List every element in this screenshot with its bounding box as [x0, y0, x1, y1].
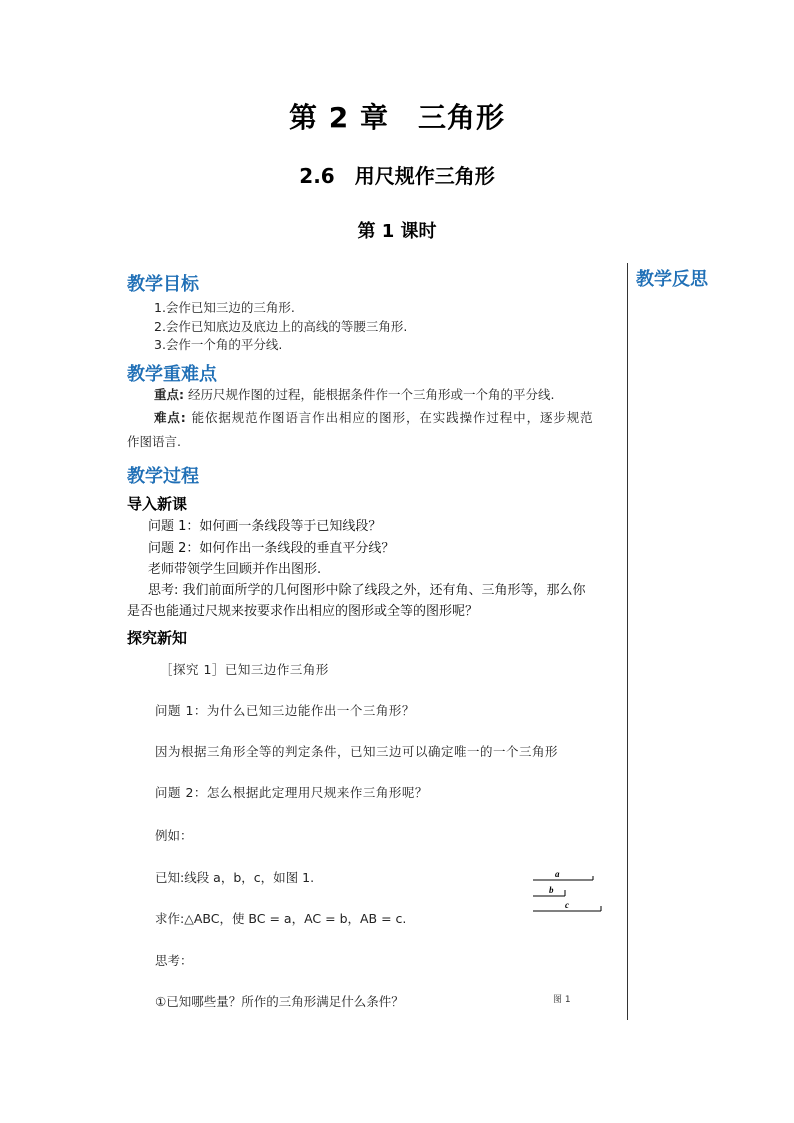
reflection-heading: 教学反思	[636, 269, 708, 290]
difficulty-label: 难点:	[154, 410, 187, 425]
explore-answer-1: 因为根据三角形全等的判定条件，已知三边可以确定唯一的一个三角形	[155, 744, 559, 759]
intro-question-1: 问题 1：如何画一条线段等于已知线段？	[148, 519, 382, 534]
known-statement: 已知:线段 a，b，c，如图 1.	[155, 870, 315, 885]
focus-text: 经历尺规作图的过程，能根据条件作一个三角形或一个角的平分线.	[187, 387, 555, 402]
focus-label: 重点:	[154, 387, 184, 402]
objective-item: 2.会作已知底边及底边上的高线的等腰三角形.	[154, 319, 408, 334]
explore-question-2: 问题 2：怎么根据此定理用尺规来作三角形呢？	[155, 785, 428, 800]
focus-line	[154, 385, 554, 403]
figure-caption: 图 1	[553, 995, 571, 1005]
lesson-title: 第 1 课时	[357, 221, 437, 242]
segments-figure	[525, 866, 610, 916]
objective-item: 3.会作一个角的平分线.	[154, 337, 283, 352]
example-label: 例如：	[155, 828, 193, 843]
key-points-heading: 教学重难点	[127, 364, 217, 385]
explore-question-1: 问题 1：为什么已知三边能作出一个三角形？	[155, 703, 415, 718]
chapter-title: 第 2 章 三角形	[289, 101, 505, 134]
intro-question-2: 问题 2：如何作出一条线段的垂直平分线？	[148, 541, 395, 556]
section-title: 2.6 用尺规作三角形	[299, 164, 495, 188]
difficulty-text: 能依据规范作图语言作出相应的图形，在实践操作过程中，逐步规范	[191, 410, 594, 425]
segment-a-label: a	[555, 869, 560, 879]
process-heading: 教学过程	[127, 466, 199, 487]
intro-heading: 导入新课	[127, 495, 188, 513]
segment-a	[533, 876, 593, 880]
segment-b-label: b	[549, 885, 554, 895]
column-divider	[627, 263, 628, 1020]
segment-c-label: c	[565, 900, 569, 910]
construct-statement: 求作:△ABC，使 BC = a，AC = b，AB = c.	[155, 911, 407, 926]
objectives-heading: 教学目标	[127, 274, 199, 295]
think-label: 思考：	[155, 953, 193, 968]
explore-item-1: ［探究 1］已知三边作三角形	[160, 662, 329, 677]
explore-heading: 探究新知	[127, 629, 188, 647]
difficulty-line	[154, 408, 594, 426]
objective-item: 1.会作已知三边的三角形.	[154, 300, 295, 315]
difficulty-text-cont: 作图语言.	[127, 434, 181, 449]
think-question-1: ①已知哪些量？所作的三角形满足什么条件？	[155, 994, 404, 1009]
intro-think: 思考: 我们前面所学的几何图形中除了线段之外，还有角、三角形等，那么你	[148, 583, 586, 598]
intro-teacher: 老师带领学生回顾并作出图形.	[148, 562, 322, 577]
intro-think-cont: 是否也能通过尺规来按要求作出相应的图形或全等的图形呢？	[127, 604, 479, 619]
